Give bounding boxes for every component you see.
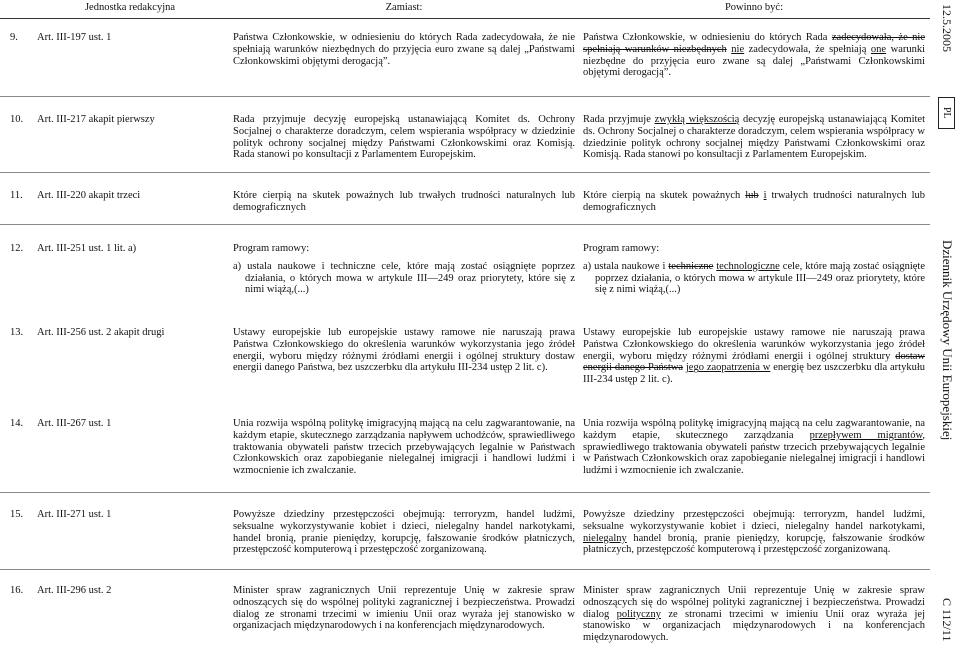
program-intro: Program ramowy: [233,243,310,254]
row-should-text: Ustawy europejskie lub europejskie ustawy ramowe nie naruszają prawa Państwa Członkowskiego do określenia warunków wykorzystania jego źródeł energii, wyboru między różnymi źródłami energii i ogólnej struktury dostaw energii danego Państwa jego zaopatrzenia w energię bez uszczerbku dla artykułu III-234 ustęp 2 lit. c). [583,327,925,386]
row-number: 10. [10,114,24,125]
row-number: 9. [10,32,18,43]
row-separator [0,569,930,570]
row-separator [0,96,930,97]
row-separator [0,492,930,493]
row-number: 13. [10,327,24,338]
row-number: 16. [10,585,24,596]
row-article: Art. III-197 ust. 1 [37,32,112,43]
row-should-text: Minister spraw zagranicznych Unii reprezentuje Unię w zakresie spraw odnoszących się do wspólnej polityki zagranicznej i bezpieczeństwa. Prowadzi dialog polityczny ze stronami trzecimi w imieniu Unii oraz wyraża jej stanowisko w organizacjach międzynarodowych i na konferencjach międzynarodowych. [583,585,925,644]
row-should-text: Które cierpią na skutek poważnych lub i trwałych trudności naturalnych lub demograficznych [583,190,926,213]
row-separator [0,224,930,225]
row-should-text: Rada przyjmuje zwykłą większością decyzję europejską ustanawiającą Komitet ds. Ochrony Socjalnej o charakterze doradczym, celem wspierania współpracy w dziedzinie polityk ochrony socjalnej między Państwami Członkowskimi oraz Komisją. Rada stanowi po konsultacji z Parlamentem Europejskim. [583,114,925,161]
program-point-a: a) ustala naukowe i techniczne technologiczne cele, które mają zostać osiągnięte poprzez działania, o których mowa w artykule III—249 oraz priorytety, które się z nimi wiążą,(...) [583,260,925,296]
row-article: Art. III-251 ust. 1 lit. a) [37,243,137,254]
row-instead-text [233,243,575,296]
row-instead-text: Państwa Członkowskie, w odniesieniu do których Rada zadecydowała, że nie spełniają warunków niezbędnych do przyjęcia euro zwane są dalej „Państwami Członkowskimi objętymi derogacją”. [233,32,575,67]
row-instead-text: Rada przyjmuje decyzję europejską ustanawiającą Komitet ds. Ochrony Socjalnej o charakterze doradczym, celem wspierania współpracy w dziedzinie polityk ochrony socjalnej między Państwami Członkowskimi oraz Komisją. Rada stanowi po konsultacji z Parlamentem Europejskim. [233,114,575,161]
page-reference: C 112/11 [940,598,954,642]
row-article: Art. III-220 akapit trzeci [37,190,141,201]
row-instead-text: Ustawy europejskie lub europejskie ustawy ramowe nie naruszają prawa Państwa Członkowskiego do określenia warunków wykorzystania jego źródeł energii, wyboru między różnymi źródłami energii i ogólnej struktury dostaw energii danego Państwa, bez uszczerbku dla artykułu III-234 ustęp 2 lit. c). [233,327,575,374]
publication-date: 12.5.2005 [940,4,954,52]
header-instead: Zamiast: [385,2,423,13]
language-badge: PL [938,97,955,129]
row-should-text [583,243,925,296]
row-article: Art. III-256 ust. 2 akapit drugi [37,327,165,338]
row-article: Art. III-217 akapit pierwszy [37,114,155,125]
program-point-a: a) ustala naukowe i techniczne cele, które mają zostać osiągnięte poprzez działania, o których mowa w artykule III—249 oraz priorytety, które się z nimi wiążą,(...) [233,260,575,296]
header-should: Powinno być: [724,2,784,13]
row-separator [0,172,930,173]
row-should-text: Unia rozwija wspólną politykę imigracyjną mającą na celu zagwarantowanie, na każdym etapie, skutecznego zarządzania przepływem migrantów, sprawiedliwego traktowania obywateli państw trzecich przebywających legalnie w Państwach Członkowskich oraz zapobieganie nielegalnej imigracji i handlowi ludźmi i wzmocnienie ich zwalczanie. [583,418,925,477]
header-unit: Jednostka redakcyjna [84,2,176,13]
page-margin [932,0,960,663]
row-article: Art. III-296 ust. 2 [37,585,112,596]
row-instead-text: Które cierpią na skutek poważnych lub trwałych trudności naturalnych lub demograficznych [233,190,575,213]
row-number: 12. [10,243,24,254]
row-article: Art. III-267 ust. 1 [37,418,112,429]
row-number: 14. [10,418,24,429]
row-should-text: Państwa Członkowskie, w odniesieniu do których Rada zadecydowała, że nie spełniają warunków niezbędnych nie zadecydowała, że spełniają one warunki niezbędne do przyjęcia euro zwane są dalej „Państwami Członkowskimi objętymi derogacją”. [583,32,926,79]
row-instead-text: Powyższe dziedziny przestępczości obejmują: terroryzm, handel ludźmi, seksualne wykorzystywanie kobiet i dzieci, nielegalny handel narkotykami, handel bronią, pranie pieniędzy, korupcję, fałszowanie środków płatniczych, przestępczość komputerową i przestępczość zorganizowaną. [233,509,575,556]
journal-title: Dziennik Urzędowy Unii Europejskiej [940,240,955,441]
header-rule [0,18,930,19]
program-intro: Program ramowy: [583,243,660,254]
row-instead-text: Unia rozwija wspólną politykę imigracyjną mającą na celu zagwarantowanie, na każdym etapie, skutecznego zarządzania napływem uchodźców, sprawiedliwego traktowania obywateli państw trzecich przebywających legalnie w Państwach Członkowskich oraz zapobieganie nielegalnej imigracji i handlowi ludźmi i wzmocnienie ich zwalczanie. [233,418,575,477]
row-number: 15. [10,509,24,520]
row-article: Art. III-271 ust. 1 [37,509,112,520]
row-should-text: Powyższe dziedziny przestępczości obejmują: terroryzm, handel ludźmi, seksualne wykorzystywanie kobiet i dzieci, nielegalny handel narkotykami, nielegalny handel bronią, pranie pieniędzy, korupcję, fałszowanie środków płatniczych, przestępczość komputerową i przestępczość zorganizowaną. [583,509,925,556]
row-number: 11. [10,190,23,201]
row-instead-text: Minister spraw zagranicznych Unii reprezentuje Unię w zakresie spraw odnoszących się do wspólnej polityki zagranicznej i bezpieczeństwa. Prowadzi dialog ze stronami trzecimi w imieniu Unii oraz wyraża jej stanowisko w organizacjach międzynarodowych i na konferencjach międzynarodowych. [233,585,575,632]
